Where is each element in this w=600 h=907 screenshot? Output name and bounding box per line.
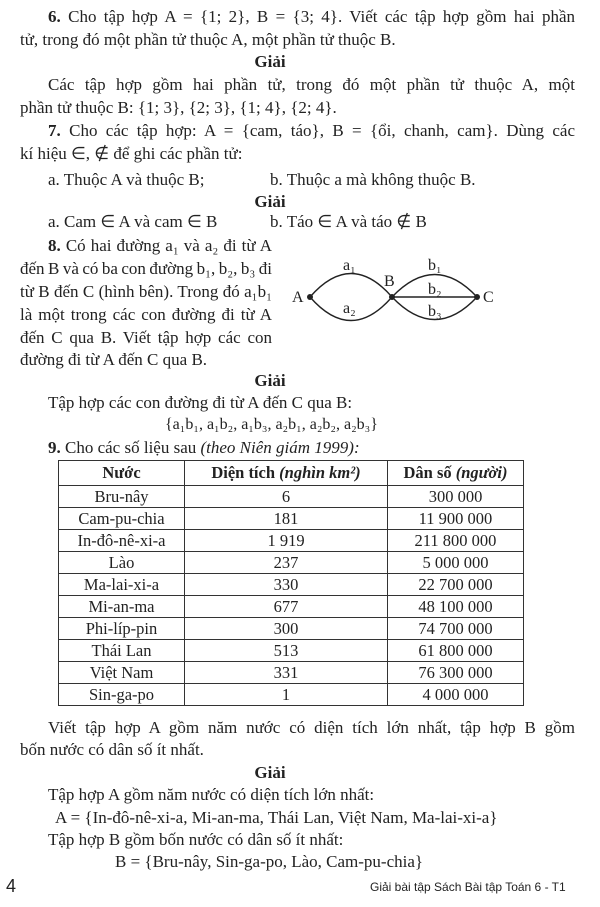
label-a1: a₁ bbox=[343, 257, 356, 274]
ex9-source: (theo Niên giám 1999): bbox=[200, 438, 360, 457]
table-header-row bbox=[59, 461, 524, 486]
ex6-sol2: phần tử thuộc B: {1; 3}, {2; 3}, {1; 4}, {2; 4}. bbox=[20, 98, 337, 117]
ex7-line2: kí hiệu ∈, ∉ để ghi các phần tử: bbox=[20, 144, 243, 163]
cell-population: 74 700 000 bbox=[388, 618, 524, 640]
label-b: B bbox=[384, 273, 395, 290]
cell-country: Bru-nây bbox=[59, 486, 185, 508]
point-b bbox=[389, 294, 395, 300]
footer-title: Giải bài tập Sách Bài tập Toán 6 - T1 bbox=[370, 880, 566, 894]
ex9-question-line2: bốn nước có dân số ít nhất. bbox=[20, 740, 204, 759]
ex9-sol2: A = {In-đô-nê-xi-a, Mi-an-ma, Thái Lan, Việt Nam, Ma-lai-xi-a} bbox=[55, 808, 498, 827]
ex9-question-line1: Viết tập hợp A gồm năm nước có diện tích lớn nhất, tập hợp B gồm bbox=[48, 718, 575, 737]
cell-population: 300 000 bbox=[388, 486, 524, 508]
path-diagram bbox=[280, 250, 580, 330]
cell-area: 181 bbox=[185, 508, 388, 530]
ex6-sol1: Các tập hợp gồm hai phần tử, trong đó một phần tử thuộc A, một bbox=[48, 75, 575, 94]
ex6-number: 6. bbox=[48, 7, 61, 26]
cell-country: Sin-ga-po bbox=[59, 684, 185, 706]
cell-area: 330 bbox=[185, 574, 388, 596]
header-country: Nước bbox=[59, 461, 185, 486]
header-pop-label: Dân số bbox=[403, 463, 452, 482]
cell-country: Cam-pu-chia bbox=[59, 508, 185, 530]
ex7-text: Cho các tập hợp: A = {cam, táo}, B = {ổi, chanh, cam}. Dùng các bbox=[69, 121, 575, 140]
ex8-text: Có hai đường a₁ và a₂ đi từ A bbox=[65, 236, 273, 255]
cell-area: 513 bbox=[185, 640, 388, 662]
solution-heading: Giải bbox=[254, 52, 286, 71]
ex7-question-b: b. Thuộc a mà không thuộc B. bbox=[270, 170, 476, 189]
cell-population: 4 000 000 bbox=[388, 684, 524, 706]
ex8-sol1: Tập hợp các con đường đi từ A đến C qua B: bbox=[48, 393, 353, 412]
cell-country: Việt Nam bbox=[59, 662, 185, 684]
solution-heading: Giải bbox=[254, 371, 286, 390]
ex7-number: 7. bbox=[48, 121, 61, 140]
ex9-number: 9. bbox=[48, 438, 61, 457]
table-row bbox=[59, 596, 524, 618]
cell-population: 22 700 000 bbox=[388, 574, 524, 596]
cell-area: 6 bbox=[185, 486, 388, 508]
ex8-line3: từ B đến C (hình bên). Trong đó a₁b₁ bbox=[20, 282, 272, 301]
table-row bbox=[59, 640, 524, 662]
solution-heading: Giải bbox=[254, 192, 286, 211]
cell-population: 76 300 000 bbox=[388, 662, 524, 684]
cell-area: 237 bbox=[185, 552, 388, 574]
ex7-question-a: a. Thuộc A và thuộc B; bbox=[48, 170, 205, 189]
ex6-text: Cho tập hợp A = {1; 2}, B = {3; 4}. Viết các tập hợp gồm hai phần bbox=[68, 7, 576, 26]
label-b2: b₂ bbox=[428, 281, 442, 298]
cell-area: 1 bbox=[185, 684, 388, 706]
table-row bbox=[59, 552, 524, 574]
cell-country: Ma-lai-xi-a bbox=[59, 574, 185, 596]
ex6-line2: tử, trong đó một phần tử thuộc A, một phần tử thuộc B. bbox=[20, 30, 396, 49]
cell-population: 5 000 000 bbox=[388, 552, 524, 574]
point-c bbox=[474, 294, 480, 300]
header-area-label: Diện tích bbox=[211, 463, 276, 482]
table-row bbox=[59, 574, 524, 596]
table-row bbox=[59, 662, 524, 684]
data-table bbox=[58, 460, 524, 706]
table-row bbox=[59, 530, 524, 552]
cell-area: 1 919 bbox=[185, 530, 388, 552]
point-a bbox=[307, 294, 313, 300]
header-area-unit: (nghìn km²) bbox=[279, 463, 361, 482]
cell-area: 300 bbox=[185, 618, 388, 640]
label-a2: a₂ bbox=[343, 300, 356, 317]
ex9-intro bbox=[48, 437, 360, 459]
ex8-line4: là một trong các con đường đi từ A bbox=[20, 305, 272, 324]
header-population bbox=[388, 461, 524, 486]
cell-population: 48 100 000 bbox=[388, 596, 524, 618]
solution-heading: Giải bbox=[254, 763, 286, 782]
ex8-line1 bbox=[48, 235, 272, 257]
cell-country: Phi-líp-pin bbox=[59, 618, 185, 640]
ex6-line1 bbox=[48, 6, 575, 28]
cell-country: In-đô-nê-xi-a bbox=[59, 530, 185, 552]
label-c: C bbox=[483, 289, 494, 306]
ex8-sol2: {a₁b₁, a₁b₂, a₁b₃, a₂b₁, a₂b₂, a₂b₃} bbox=[165, 416, 378, 433]
path-a1 bbox=[310, 274, 392, 298]
cell-population: 61 800 000 bbox=[388, 640, 524, 662]
cell-country: Lào bbox=[59, 552, 185, 574]
label-b1: b₁ bbox=[428, 257, 442, 274]
header-area bbox=[185, 461, 388, 486]
cell-country: Mi-an-ma bbox=[59, 596, 185, 618]
cell-area: 331 bbox=[185, 662, 388, 684]
cell-population: 211 800 000 bbox=[388, 530, 524, 552]
table-row bbox=[59, 684, 524, 706]
cell-area: 677 bbox=[185, 596, 388, 618]
table-row bbox=[59, 618, 524, 640]
ex9-intro-text: Cho các số liệu sau bbox=[65, 438, 197, 457]
ex9-sol4: B = {Bru-nây, Sin-ga-po, Lào, Cam-pu-chia} bbox=[115, 852, 424, 871]
page-number: 4 bbox=[6, 876, 17, 896]
ex8-line6: đường đi từ A đến C qua B. bbox=[20, 350, 208, 369]
ex7-answer-b: b. Táo ∈ A và táo ∉ B bbox=[270, 212, 427, 231]
cell-population: 11 900 000 bbox=[388, 508, 524, 530]
cell-country: Thái Lan bbox=[59, 640, 185, 662]
label-b3: b₃ bbox=[428, 303, 442, 320]
ex9-sol3: Tập hợp B gồm bốn nước có dân số ít nhất: bbox=[48, 830, 344, 849]
table-row bbox=[59, 508, 524, 530]
header-pop-unit: (người) bbox=[455, 463, 508, 482]
ex7-answer-a: a. Cam ∈ A và cam ∈ B bbox=[48, 212, 218, 231]
ex8-number: 8. bbox=[48, 236, 61, 255]
ex9-sol1: Tập hợp A gồm năm nước có diện tích lớn nhất: bbox=[48, 785, 375, 804]
ex8-line5: đến C qua B. Viết tập hợp các con bbox=[20, 328, 272, 347]
ex8-line2: đến B và có ba con đường b₁, b₂, b₃ đi bbox=[20, 259, 272, 278]
label-a: A bbox=[292, 289, 304, 306]
table-row bbox=[59, 486, 524, 508]
ex7-line1 bbox=[48, 120, 575, 142]
